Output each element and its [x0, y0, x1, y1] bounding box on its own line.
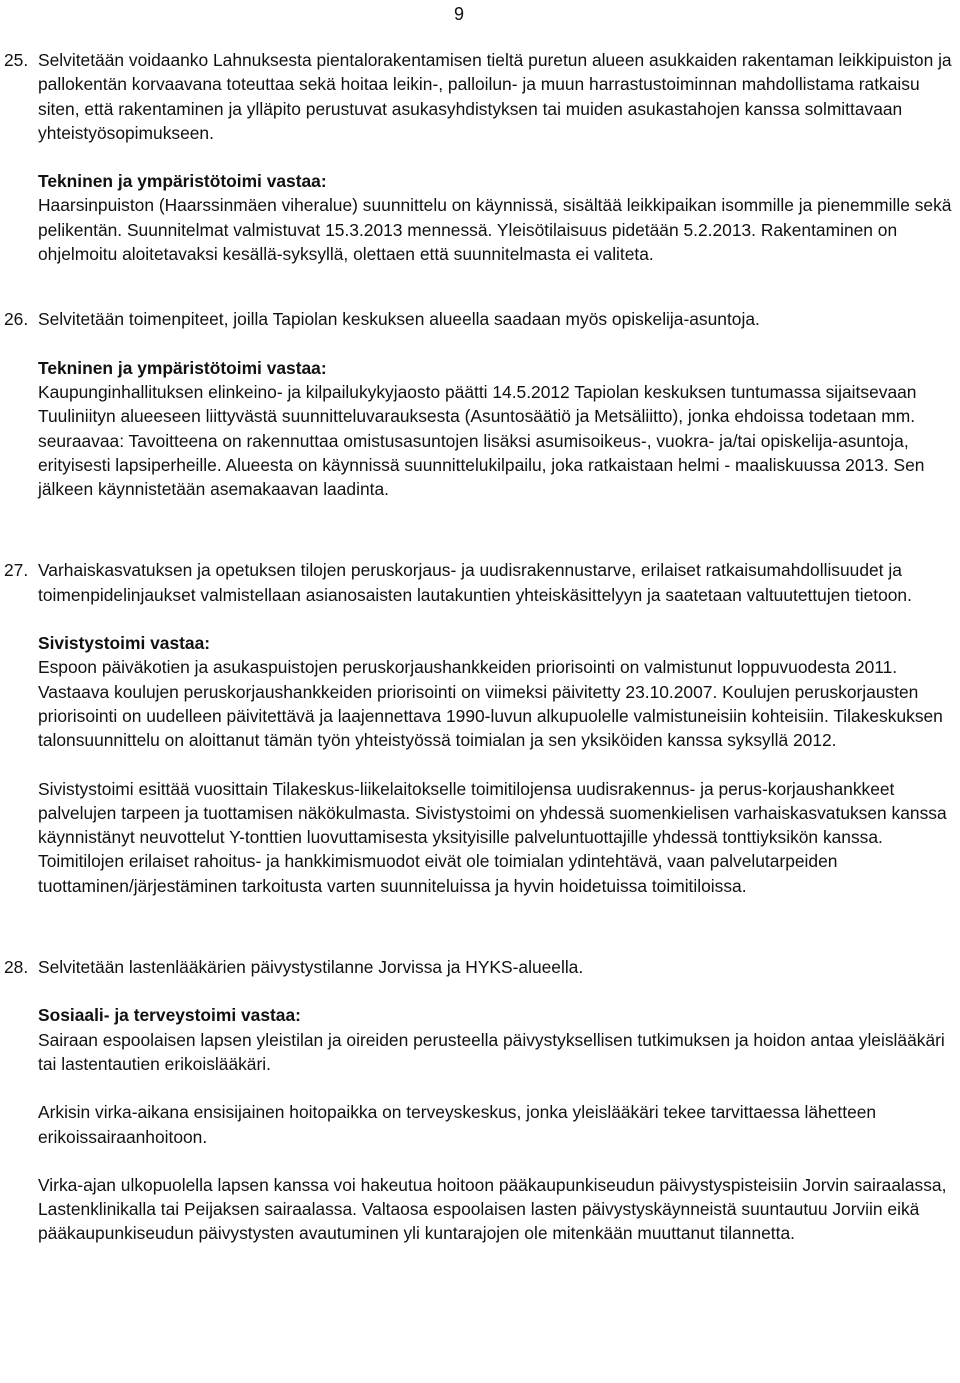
answer-paragraph: Sairaan espoolaisen lapsen yleistilan ja oireiden perusteella päivystyksellisen tutkimuksen ja hoidon antaa yleislääkäri tai lastentautien erikoislääkäri.: [38, 1029, 945, 1074]
document-body: [0, 48, 960, 1246]
item-number: 25.: [4, 50, 29, 70]
answer-paragraph: Sivistystoimi esittää vuosittain Tilakeskus-liikelaitokselle toimitilojensa uudisrakennus- ja perus-korjaushankkeet palvelujen tarpeen ja tuottamisen näkökulmasta. Sivistystoimi on yhdessä suomenkielisen varhaiskasvatuksen kanssa käynnistänyt neuvottelut Y-tonttien luovuttamisesta yksityisille palveluntuottajille yhdessä tonttiyksikön kanssa. Toimitilojen erilaiset rahoitus- ja hankkimismuodot eivät ole toimialan ydintehtävä, vaan palvelutarpeiden tuottaminen/järjestäminen tarkoitusta varten suunniteluissa ja hyvin hoidetuissa toimitiloissa.: [38, 778, 947, 896]
answer-heading: Sosiaali- ja terveystoimi vastaa:: [38, 1005, 301, 1026]
answer-heading: Tekninen ja ympäristötoimi vastaa:: [38, 357, 327, 378]
item-number: 26.: [4, 309, 29, 330]
question-item-25: [0, 48, 960, 266]
question-text: Selvitetään voidaanko Lahnuksesta pientalorakentamisen tieltä puretun alueen asukkaiden rakentaman leikkipuiston ja pallokentän korvaavana toteuttaa sekä hoitaa leikin-, palloilun- ja muun harrastustoiminnan mahdollistama ratkaisu siten, että rakentaminen ja ylläpito perustuvat asukasyhdistyksen tai muiden asukastahojen kanssa solmittavaan yhteistyösopimukseen.: [38, 50, 952, 143]
item-number: 28.: [4, 957, 29, 978]
question-text: Selvitetään lastenlääkärien päivystystilanne Jorvissa ja HYKS-alueella.: [38, 957, 584, 978]
question-text: Varhaiskasvatuksen ja opetuksen tilojen peruskorjaus- ja uudisrakennustarve, erilaiset ratkaisumahdollisuudet ja toimenpidelinjaukset valmistellaan asianosaisten lautakuntien yhteiskäsittelyyn ja saatetaan valtuutettujen tietoon.: [38, 560, 912, 605]
question-text: Selvitetään toimenpiteet, joilla Tapiolan keskuksen alueella saadaan myös opiskelija-asuntoja.: [38, 309, 760, 330]
item-number: 27.: [4, 560, 29, 581]
answer-paragraph: Virka-ajan ulkopuolella lapsen kanssa voi hakeutua hoitoon pääkaupunkiseudun päivystyspisteisiin Jorvin sairaalassa, Lastenklinikalla tai Peijaksen sairaalassa. Valtaosa espoolaisen lasten päivystyskäynneistä suuntautuu Jorviin eikä pääkaupunkiseudun päivystysten avautuminen yli kuntarajojen ole mitenkään muuttanut tilannetta.: [38, 1174, 947, 1244]
answer-paragraph: Espoon päiväkotien ja asukaspuistojen peruskorjaushankkeiden priorisointi on valmistunut loppuvuodesta 2011. Vastaava koulujen peruskorjaushankkeiden priorisointi on viimeksi päivitetty 23.10.2007. Koulujen peruskorjausten priorisointi on uudelleen päivitettävä ja laajennettava 1990-luvun alkupuolelle valmistuneisiin kohteisiin. Tilakeskuksen talonsuunnittelu on aloittanut tämän työn yhteistyössä toimialan ja sen yksiköiden kanssa syksyllä 2012.: [38, 657, 943, 751]
answer-heading: Tekninen ja ympäristötoimi vastaa:: [38, 171, 327, 192]
answer-paragraph: Haarsinpuiston (Haarssinmäen viheralue) suunnittelu on käynnissä, sisältää leikkipaikan isommille ja pienemmille sekä pelikentän. Suunnitelmat valmistuvat 15.3.2013 mennessä. Yleisötilaisuus pidetään 5.2.2013. Rakentaminen on ohjelmoitu aloitetavaksi kesällä-syksyllä, olettaen että suunnitelmasta ei valiteta.: [38, 195, 952, 265]
answer-heading: Sivistystoimi vastaa:: [38, 633, 211, 654]
answer-paragraph: Kaupunginhallituksen elinkeino- ja kilpailukykyjaosto päätti 14.5.2012 Tapiolan keskuksen tuntumassa sijaitsevaan Tuuliniityn alueeseen liittyvästä suunnitteluvarauksesta (Asuntosäätiö ja Metsäliitto), jonka ehdoissa todetaan mm. seuraavaa: Tavoitteena on rakennuttaa omistusasuntojen lisäksi asumisoikeus-, vuokra- ja/tai opiskelija-asuntoja, erityisesti lapsiperheille. Alueesta on käynnissä suunnittelukilpailu, joka ratkaistaan helmi - maaliskuussa 2013. Sen jälkeen käynnistetään asemakaavan laadinta.: [38, 381, 925, 500]
page-number: 9: [454, 4, 465, 24]
question-item-27: [0, 558, 960, 898]
answer-paragraph: Arkisin virka-aikana ensisijainen hoitopaikka on terveyskeskus, jonka yleislääkäri tekee tarvittaessa lähetteen erikoissairaanhoitoon.: [38, 1102, 877, 1147]
question-item-28: [0, 955, 960, 1246]
question-item-26: [0, 307, 960, 501]
